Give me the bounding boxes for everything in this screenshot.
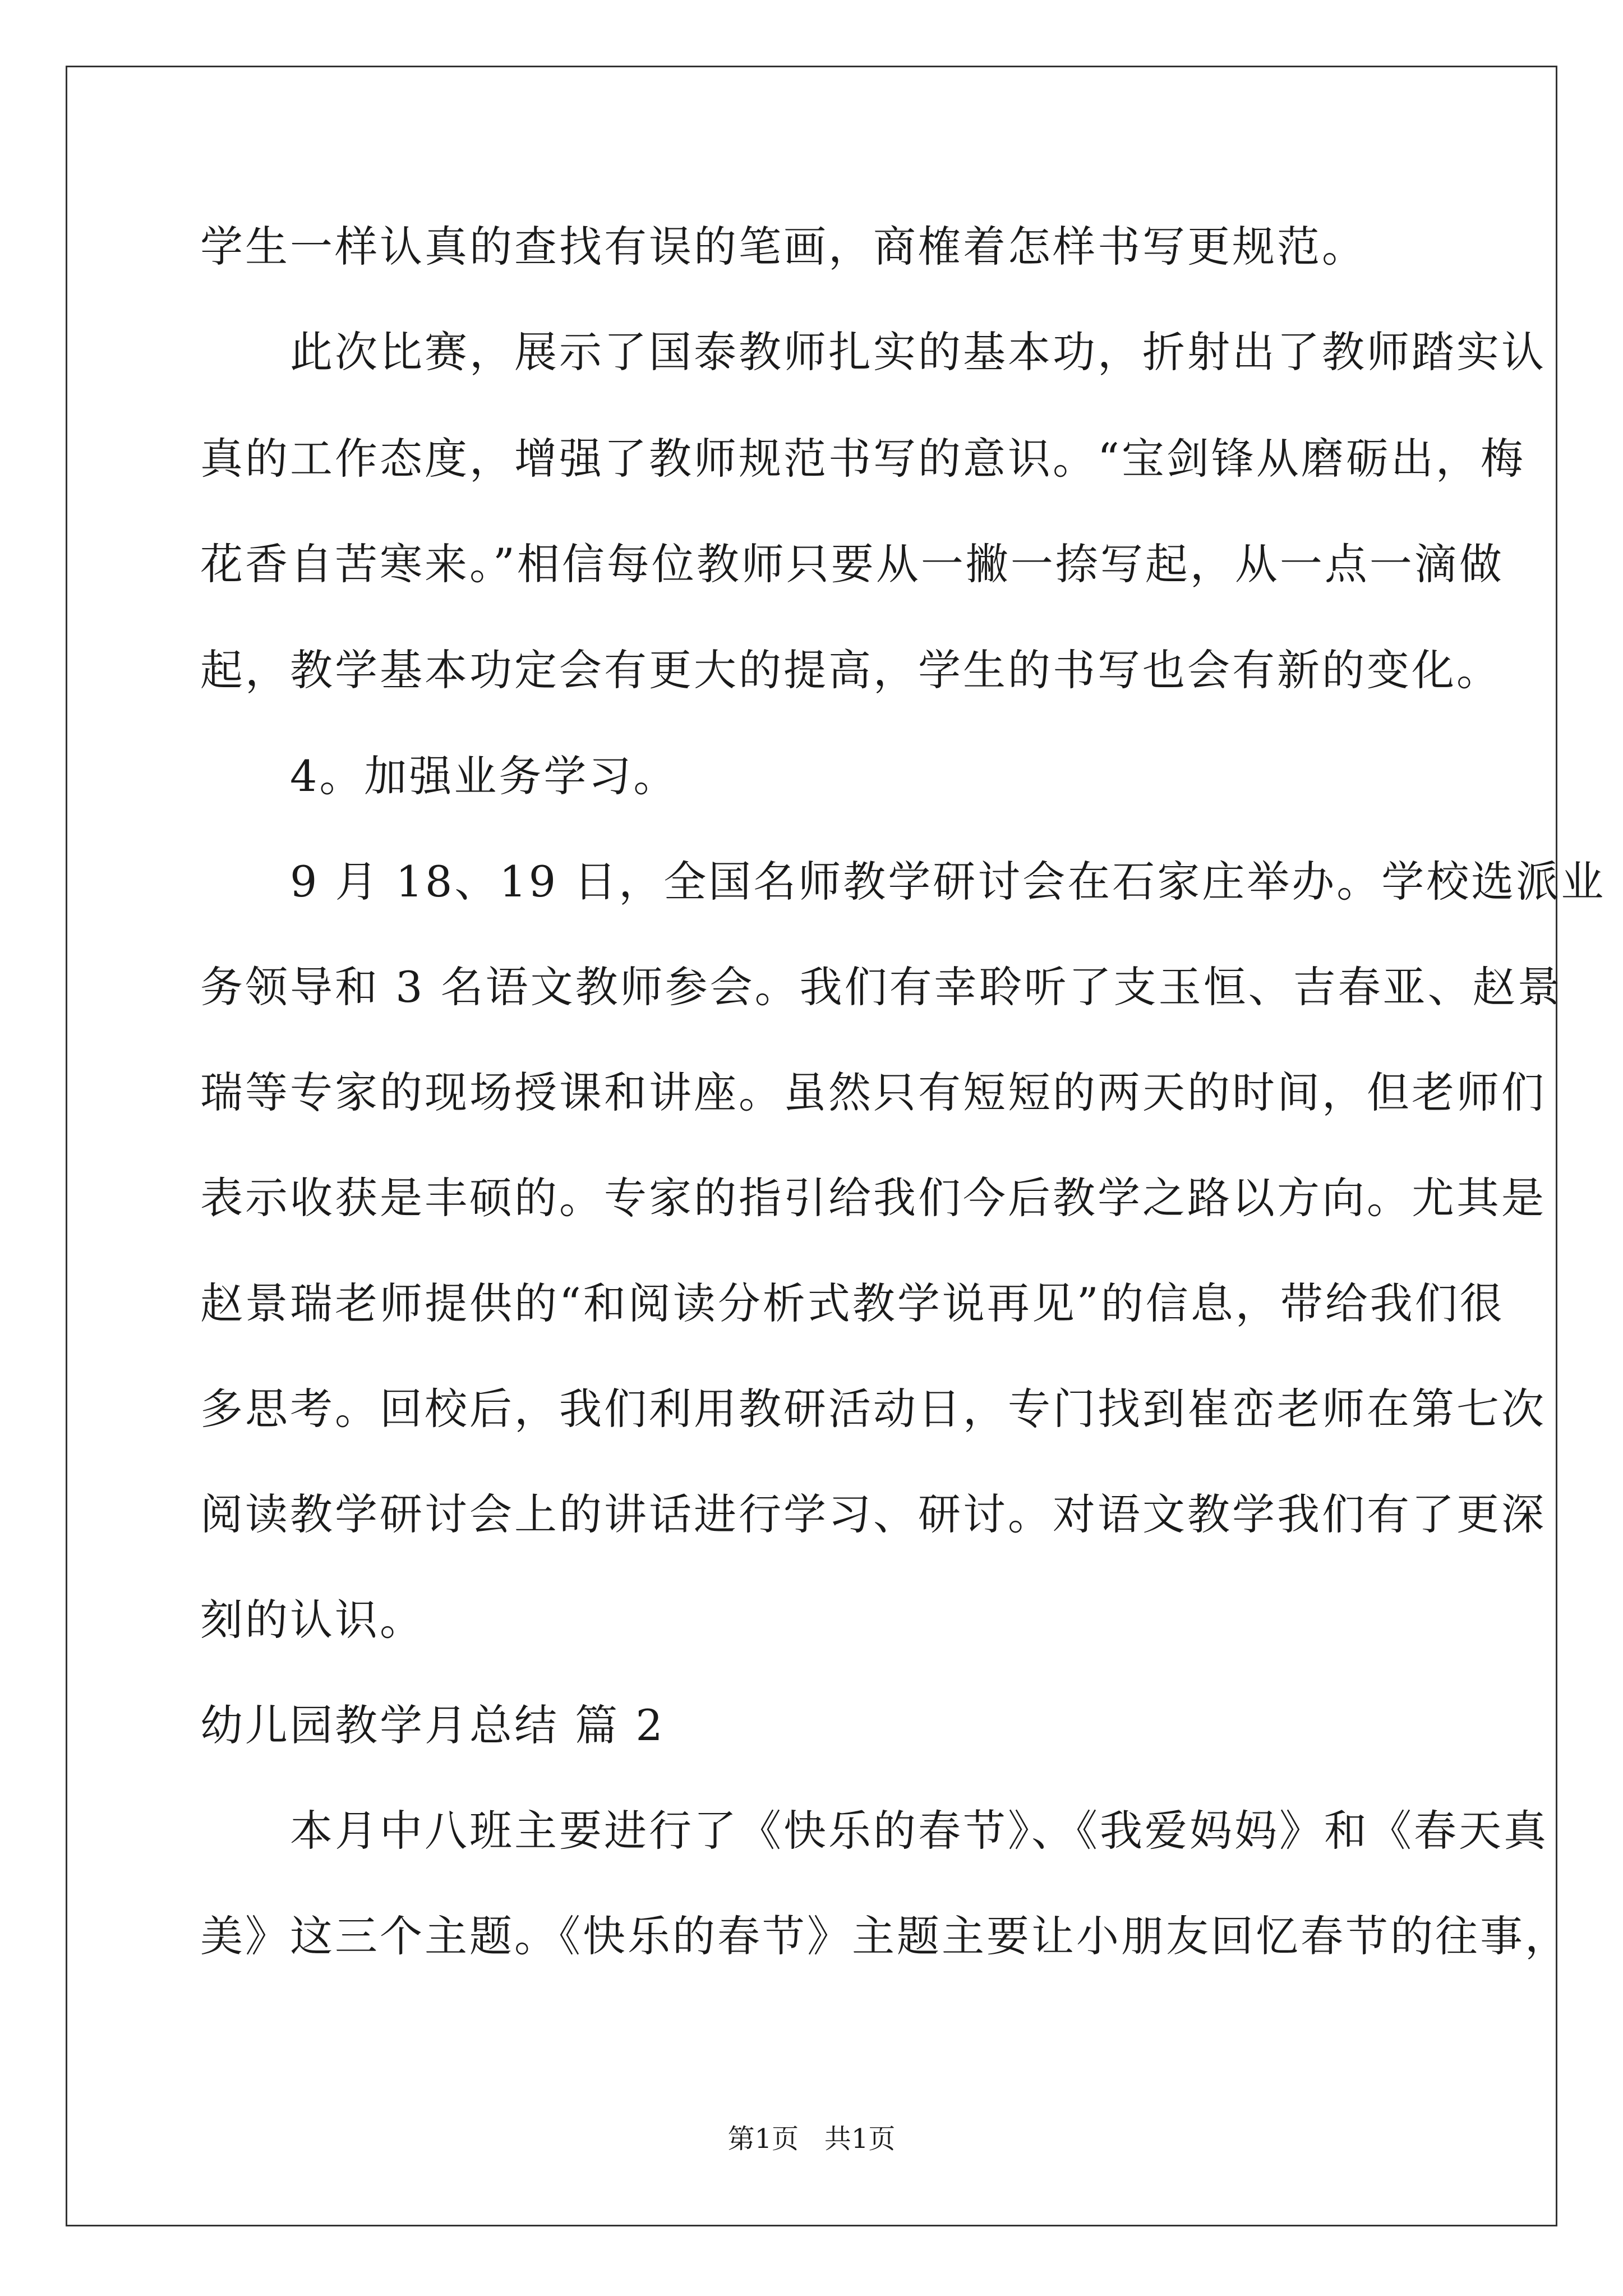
text-line: 此次比赛，展示了国泰教师扎实的基本功，折射出了教师踏实认 [200, 327, 1546, 377]
text-line: 学生一样认真的查找有误的笔画，商榷着怎样书写更规范。 [200, 222, 1367, 272]
text-line: 花香自苦寒来。”相信每位教师只要从一撇一捺写起，从一点一滴做 [200, 539, 1504, 589]
page-border [66, 66, 1557, 2226]
text-line: 阅读教学研讨会上的讲话进行学习、研讨。对语文教学我们有了更深 [200, 1489, 1546, 1539]
section-heading: 幼儿园教学月总结 篇 2 [200, 1700, 665, 1750]
text-line: 本月中八班主要进行了《快乐的春节》、《我爱妈妈》和《春天真 [200, 1806, 1548, 1856]
text-line: 赵景瑞老师提供的“和阅读分析式教学说再见”的信息，带给我们很 [200, 1278, 1505, 1328]
text-line: 美》这三个主题。《快乐的春节》主题主要让小朋友回忆春节的往事， [200, 1911, 1570, 1961]
text-line: 务领导和 3 名语文教师参会。我们有幸聆听了支玉恒、吉春亚、赵景 [200, 962, 1562, 1012]
text-line: 9 月 18、19 日，全国名师教学研讨会在石家庄举办。学校选派业 [200, 857, 1606, 907]
text-line: 多思考。回校后，我们利用教研活动日，专门找到崔峦老师在第七次 [200, 1384, 1546, 1434]
text-line: 瑞等专家的现场授课和讲座。虽然只有短短的两天的时间，但老师们 [200, 1068, 1546, 1117]
page-footer: 第1页 共1页 [727, 2123, 896, 2155]
text-line: 4。加强业务学习。 [200, 751, 679, 801]
text-line: 表示收获是丰硕的。专家的指引给我们今后教学之路以方向。尤其是 [200, 1173, 1546, 1223]
text-line: 刻的认识。 [200, 1595, 425, 1645]
text-line: 起，教学基本功定会有更大的提高，学生的书写也会有新的变化。 [200, 645, 1501, 695]
text-line: 真的工作态度，增强了教师规范书写的意识。“宝剑锋从磨砺出，梅 [200, 434, 1525, 484]
